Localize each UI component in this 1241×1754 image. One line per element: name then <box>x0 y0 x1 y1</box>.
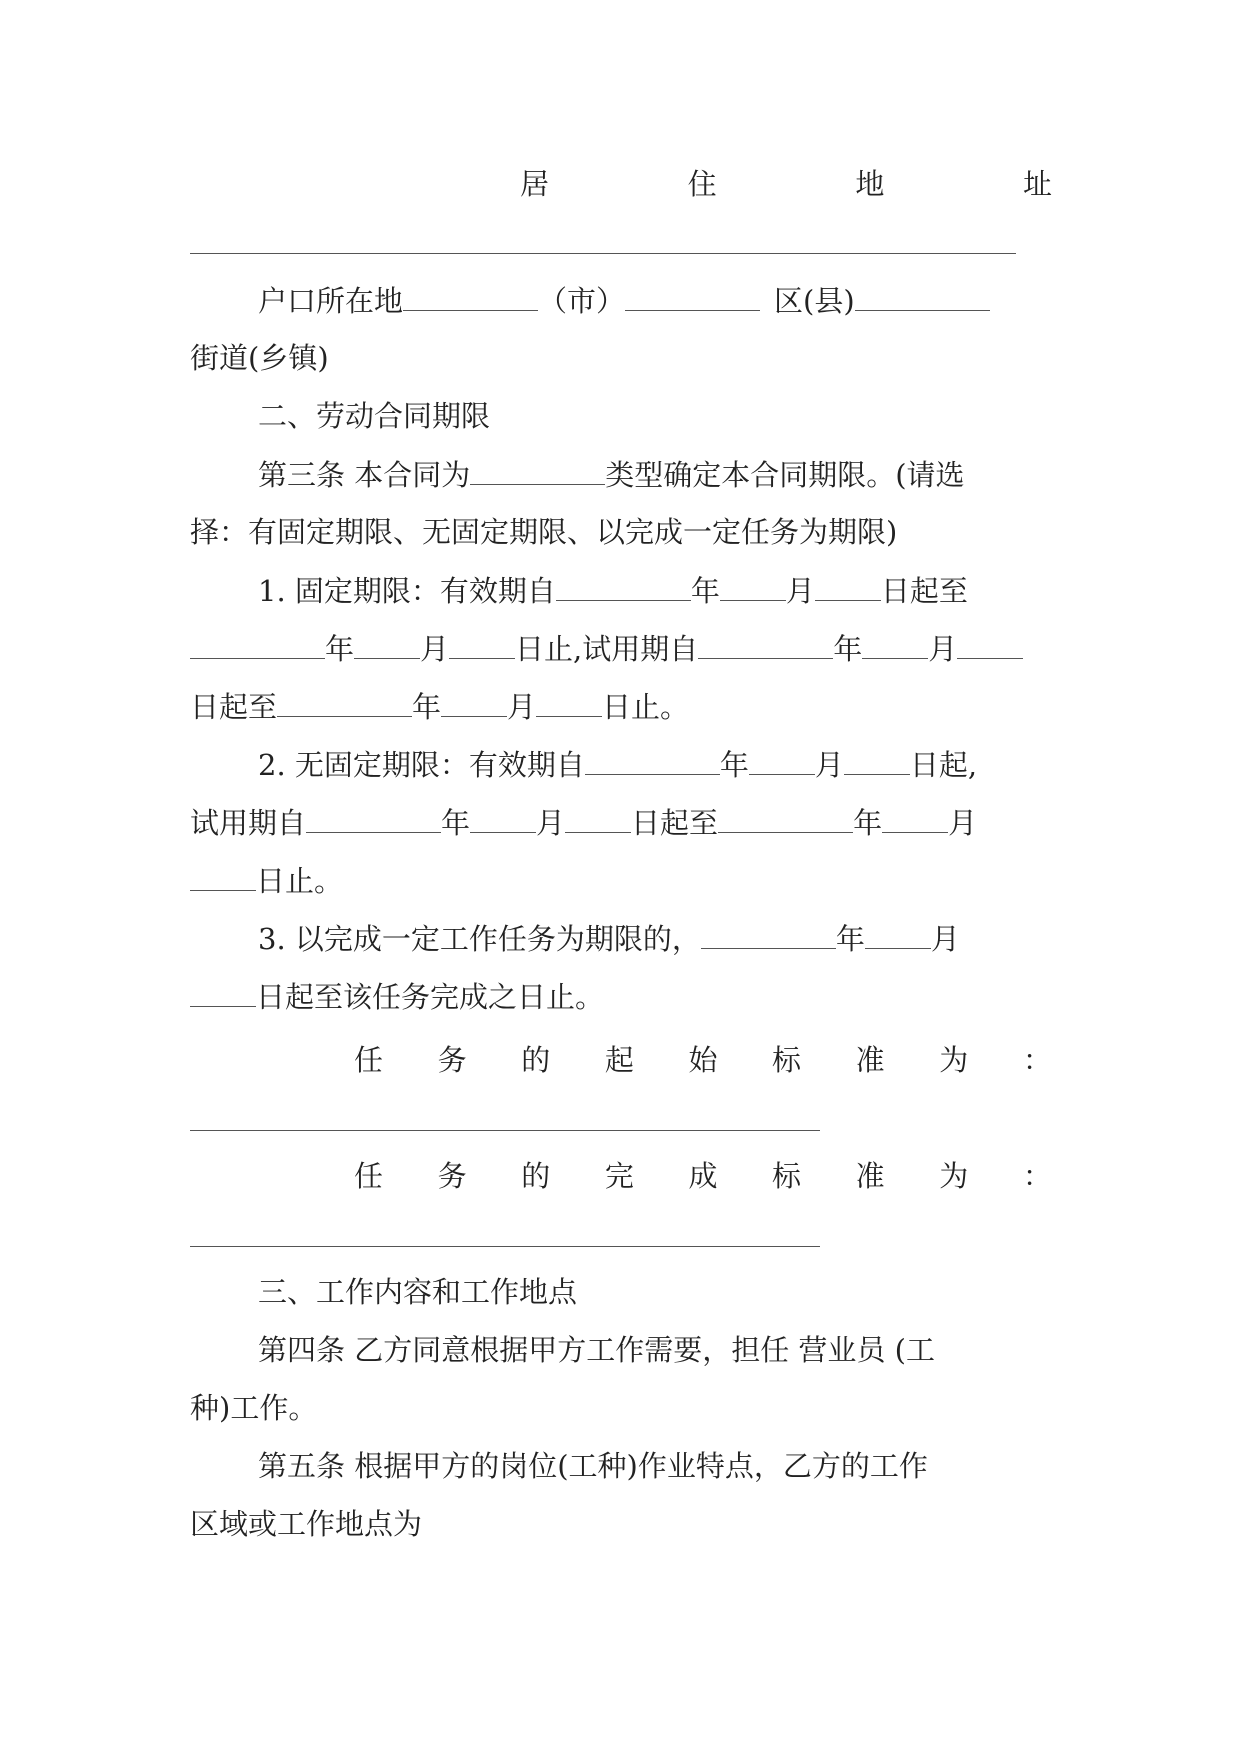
blank <box>536 686 602 717</box>
city-blank <box>625 280 760 311</box>
item-1-line3 <box>190 686 1052 726</box>
month-label: 月 <box>814 748 844 782</box>
month-label: 月 <box>420 632 450 666</box>
contract-type-blank <box>470 454 605 485</box>
day-end-label: 日止。 <box>256 864 344 898</box>
blank <box>882 802 948 833</box>
residence-address-blank <box>190 253 1016 254</box>
section-2-title: 二、劳动合同期限 <box>258 399 491 433</box>
blank <box>470 802 536 833</box>
section-3-title: 三、工作内容和工作地点 <box>258 1275 578 1309</box>
hukou-prefix: 户口所在地 <box>258 284 404 318</box>
char: 准 <box>855 1159 885 1193</box>
article-3-line1 <box>258 454 1052 494</box>
blank <box>844 744 910 775</box>
char: 标 <box>772 1043 802 1077</box>
residence-address-heading <box>520 164 1052 204</box>
from-to-label: 日起至 <box>631 806 719 840</box>
char: 起 <box>604 1043 634 1077</box>
char: 任 <box>354 1159 384 1193</box>
month-label: 月 <box>785 574 815 608</box>
char: 准 <box>855 1043 885 1077</box>
char: 完 <box>604 1159 634 1193</box>
char: 任 <box>354 1043 384 1077</box>
month-label: 月 <box>928 632 958 666</box>
blank <box>698 628 833 659</box>
month-label: 月 <box>536 806 566 840</box>
item-2-line1 <box>258 744 1068 784</box>
blank <box>865 918 931 949</box>
item-1-line1 <box>258 570 1052 610</box>
item-2-line3 <box>190 860 1052 900</box>
char: 为 <box>939 1159 969 1193</box>
blank <box>720 570 786 601</box>
year-label: 年 <box>412 690 442 724</box>
district-blank <box>855 280 990 311</box>
char: 住 <box>687 167 717 201</box>
item-3-line2 <box>190 976 1052 1016</box>
blank <box>585 744 720 775</box>
year-label: 年 <box>441 806 471 840</box>
month-label: 月 <box>507 690 537 724</box>
task-start-criteria-label <box>354 1040 1052 1080</box>
char: 务 <box>437 1159 467 1193</box>
char: 务 <box>437 1043 467 1077</box>
article-5-line2: 区域或工作地点为 <box>190 1507 423 1541</box>
article-3-lead: 第三条 本合同为 <box>258 458 471 492</box>
hukou-street: 街道(乡镇) <box>190 341 329 375</box>
blank <box>718 802 853 833</box>
blank <box>277 686 412 717</box>
char: 居 <box>520 167 550 201</box>
char: 为 <box>939 1043 969 1077</box>
blank <box>306 802 441 833</box>
hukou-line <box>258 280 1052 320</box>
from-to-label: 日起至 <box>880 574 968 608</box>
probation-label: 试用期自 <box>582 632 699 666</box>
blank <box>957 628 1023 659</box>
hukou-district: 区(县) <box>774 284 855 318</box>
month-label: 月 <box>948 806 978 840</box>
year-label: 年 <box>325 632 355 666</box>
char: 标 <box>772 1159 802 1193</box>
article-4-line2: 种)工作。 <box>190 1391 318 1425</box>
char: 的 <box>521 1043 551 1077</box>
day-end-label: 日止, <box>515 632 583 666</box>
char: 成 <box>688 1159 718 1193</box>
blank <box>190 628 325 659</box>
blank <box>701 918 836 949</box>
task-finish-criteria-blank <box>190 1246 820 1247</box>
article-4-line1: 第四条 乙方同意根据甲方工作需要，担任 营业员 (工 <box>258 1333 935 1367</box>
day-from-label: 日起, <box>909 748 978 782</box>
item-2-lead: 2. 无固定期限：有效期自 <box>258 748 585 782</box>
blank <box>815 570 881 601</box>
province-blank <box>403 280 538 311</box>
char: 的 <box>521 1159 551 1193</box>
item-1-lead: 1. 固定期限：有效期自 <box>258 574 556 608</box>
blank <box>556 570 691 601</box>
item-1-line2 <box>190 628 1052 668</box>
year-label: 年 <box>690 574 720 608</box>
blank <box>441 686 507 717</box>
blank <box>354 628 420 659</box>
day-end-label: 日止。 <box>602 690 690 724</box>
char: 始 <box>688 1043 718 1077</box>
blank <box>190 860 256 891</box>
char: ： <box>1022 1043 1052 1077</box>
item-3-line1 <box>258 918 1052 958</box>
month-label: 月 <box>930 922 960 956</box>
task-start-criteria-blank <box>190 1130 820 1131</box>
item-3-tail: 日起至该任务完成之日止。 <box>256 980 605 1014</box>
year-label: 年 <box>719 748 749 782</box>
char: 地 <box>855 167 885 201</box>
char: 址 <box>1022 167 1052 201</box>
blank <box>749 744 815 775</box>
article-3-rest: 类型确定本合同期限。(请选 <box>605 458 965 492</box>
char: ： <box>1022 1159 1052 1193</box>
blank <box>565 802 631 833</box>
probation-label: 试用期自 <box>190 806 307 840</box>
blank <box>190 976 256 1007</box>
item-3-lead: 3. 以完成一定工作任务为期限的， <box>258 922 701 956</box>
from-to-label: 日起至 <box>190 690 278 724</box>
year-label: 年 <box>833 632 863 666</box>
article-5-line1: 第五条 根据甲方的岗位(工种)作业特点，乙方的工作 <box>258 1449 928 1483</box>
year-label: 年 <box>835 922 865 956</box>
year-label: 年 <box>853 806 883 840</box>
item-2-line2 <box>190 802 1052 842</box>
blank <box>449 628 515 659</box>
task-finish-criteria-label <box>354 1156 1052 1196</box>
hukou-city: （市） <box>538 284 626 318</box>
article-3-line2: 择：有固定期限、无固定期限、以完成一定任务为期限) <box>190 515 898 549</box>
blank <box>862 628 928 659</box>
